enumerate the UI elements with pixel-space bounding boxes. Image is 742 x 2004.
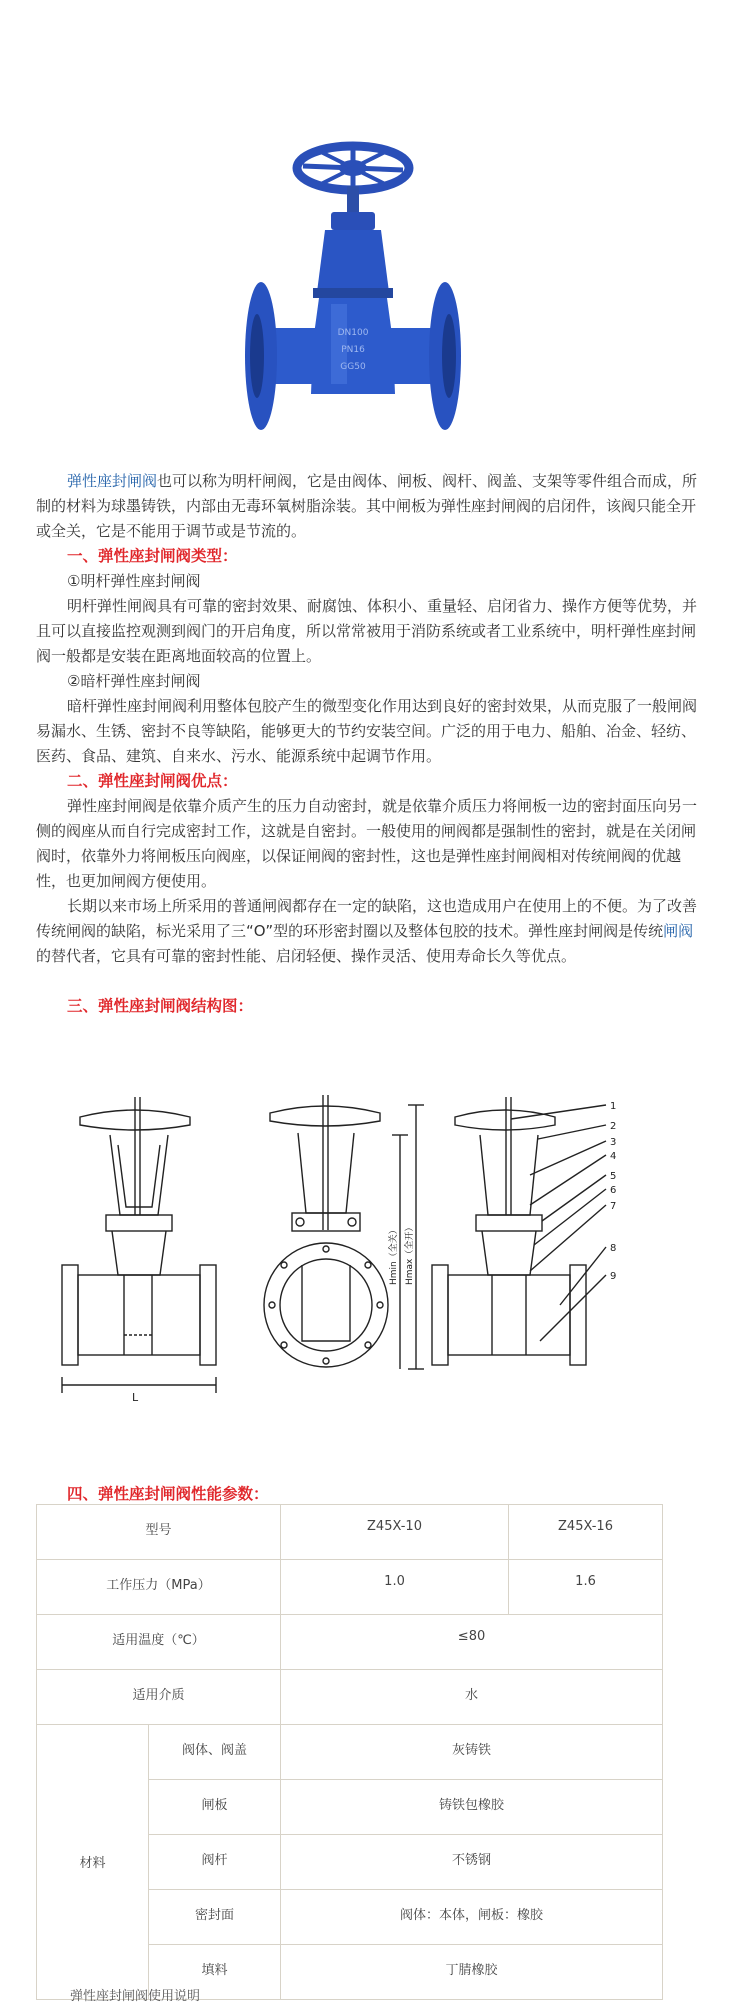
table-material-value: 丁腈橡胶	[281, 1945, 663, 2000]
table-medium-label: 适用介质	[37, 1670, 281, 1725]
diagram-left-view	[62, 1097, 216, 1393]
table-pressure-label: 工作压力（MPa）	[37, 1560, 281, 1615]
structure-diagram	[40, 1095, 670, 1425]
spec-table	[36, 1504, 663, 2000]
section-2-text-a: 长期以来市场上所采用的普通闸阀都存在一定的缺陷，这也造成用户在使用上的不便。为了改善传统闸阀的缺陷，标光采用了三“O”型的环形密封圈以及整体包胶的技术。弹性座封闸阀是传统	[36, 897, 698, 940]
table-material-part: 阀体、阀盖	[149, 1725, 281, 1780]
intro-paragraph	[36, 469, 708, 544]
section-structure	[36, 994, 708, 1019]
section-1-sub2-text: 暗杆弹性座封闸阀利用整体包胶产生的微型变化作用达到良好的密封效果，从而克服了一般闸阀易漏水、生锈、密封不良等缺陷，能够更大的节约安装空间。广泛的用于电力、船舶、冶金、轻纺、医药、食品、建筑、自来水、污水、能源系统中起调节作用。	[36, 697, 698, 765]
section-1-sub1-text: 明杆弹性闸阀具有可靠的密封效果、耐腐蚀、体积小、重量轻、启闭省力、操作方便等优势，并且可以直接监控观测到阀门的开启角度，所以常常被用于消防系统或者工业系统中，明杆弹性座封闸阀一般都是安装在距离地面较高的位置上。	[36, 597, 698, 665]
callout-7: 7	[610, 1201, 617, 1212]
section-2-text-b: 的替代者，它具有可靠的密封性能、启闭轻便、操作灵活、使用寿命长久等优点。	[36, 947, 577, 965]
table-row	[37, 1615, 663, 1670]
callout-numbers	[610, 1101, 616, 1282]
section-types	[36, 544, 708, 769]
table-row	[37, 1725, 663, 1780]
table-material-part: 密封面	[149, 1890, 281, 1945]
table-material-value: 灰铸铁	[281, 1725, 663, 1780]
callout-1: 1	[610, 1101, 617, 1112]
valve-marking-material: GG50	[340, 362, 366, 372]
table-model-b: Z45X-16	[509, 1505, 663, 1560]
table-material-value: 铸铁包橡胶	[281, 1780, 663, 1835]
gate-valve-link[interactable]: 闸阀	[663, 922, 694, 940]
diagram-middle-view	[264, 1095, 424, 1369]
table-temp-label: 适用温度（℃）	[37, 1615, 281, 1670]
valve-marking-dn: DN100	[337, 328, 369, 338]
table-medium-value: 水	[281, 1670, 663, 1725]
intro-text: 也可以称为明杆闸阀，它是由阀体、闸板、阀杆、阀盖、支架等零件组合而成，所制的材料为球墨铸铁，内部由无毒环氧树脂涂装。其中闸板为弹性座封闸阀的启闭件，该阀只能全开或全关，它是不能用于调节或是节流的。	[36, 472, 698, 540]
table-temp-value: ≤80	[281, 1615, 663, 1670]
diagram-right-view	[432, 1097, 606, 1365]
intro-section	[36, 469, 708, 544]
section-2-title: 二、弹性座封闸阀优点：	[67, 772, 238, 790]
section-2-paragraph-1: 弹性座封闸阀是依靠介质产生的压力自动密封，就是依靠介质压力将闸板一边的密封面压向另一侧的阀座从而自行完成密封工作，这就是自密封。一般使用的闸阀都是强制性的密封，就是在关闭闸阀时，依靠外力将闸板压向阀座，以保证闸阀的密封性，这也是弹性座封闸阀相对传统闸阀的优越性，也更加闸阀方便使用。	[36, 797, 698, 890]
callout-8: 8	[610, 1243, 617, 1254]
table-material-part: 填料	[149, 1945, 281, 2000]
table-material-value: 不锈钢	[281, 1835, 663, 1890]
table-material-label: 材料	[37, 1725, 149, 2000]
table-row	[37, 1560, 663, 1615]
valve-marking-pn: PN16	[341, 345, 365, 355]
dimension-l-label: L	[132, 1391, 139, 1404]
cut-off-footer-text: 弹性座封闸阀使用说明	[70, 1989, 201, 2004]
section-1-sub2-title: ②暗杆弹性座封闸阀	[67, 672, 201, 690]
intro-link[interactable]: 弹性座封闸阀	[67, 472, 158, 490]
section-1-title: 一、弹性座封闸阀类型：	[67, 547, 238, 565]
callout-4: 4	[610, 1151, 617, 1162]
table-row	[37, 1505, 663, 1560]
dimension-hmax-label: Hmax（全开）	[405, 1222, 415, 1285]
valve-product-image	[233, 132, 473, 454]
table-model-label: 型号	[37, 1505, 281, 1560]
table-pressure-a: 1.0	[281, 1560, 509, 1615]
callout-2: 2	[610, 1121, 617, 1132]
section-advantages	[36, 769, 708, 969]
dimension-hmin-label: Hmin（全关）	[389, 1225, 399, 1285]
callout-6: 6	[610, 1185, 617, 1196]
section-3-title: 三、弹性座封闸阀结构图：	[67, 997, 254, 1015]
table-material-part: 闸板	[149, 1780, 281, 1835]
table-material-value: 阀体：本体，闸板：橡胶	[281, 1890, 663, 1945]
section-4-title: 四、弹性座封闸阀性能参数：	[67, 1485, 269, 1503]
table-model-a: Z45X-10	[281, 1505, 509, 1560]
table-pressure-b: 1.6	[509, 1560, 663, 1615]
callout-9: 9	[610, 1271, 617, 1282]
callout-3: 3	[610, 1137, 617, 1148]
table-row	[37, 1670, 663, 1725]
section-1-sub1-title: ①明杆弹性座封闸阀	[67, 572, 201, 590]
table-material-part: 阀杆	[149, 1835, 281, 1890]
section-2-paragraph-2	[36, 894, 708, 969]
callout-5: 5	[610, 1171, 617, 1182]
